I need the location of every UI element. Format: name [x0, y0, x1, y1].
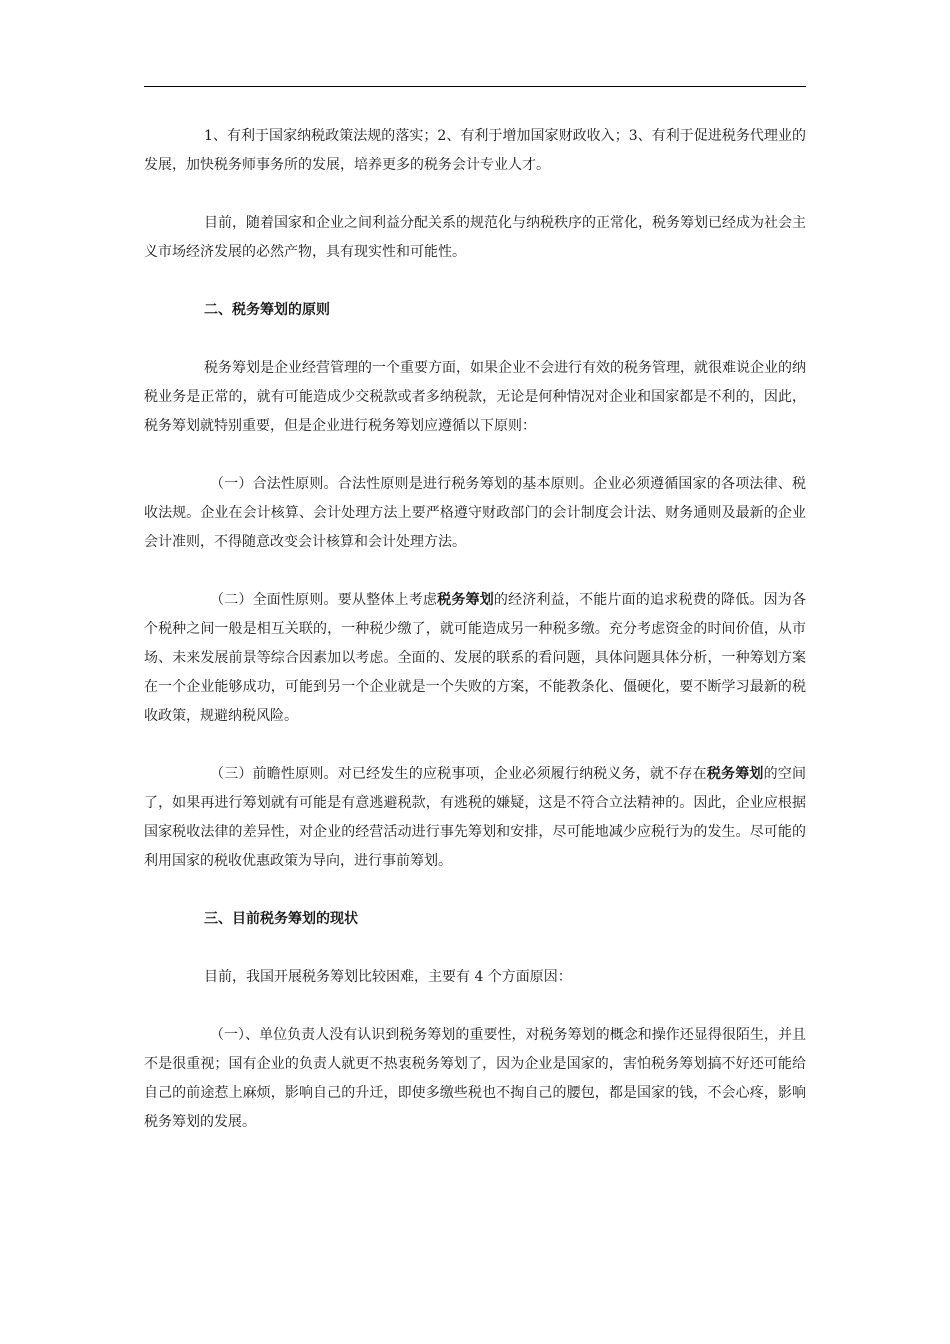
paragraph-comprehensive-principle [144, 586, 806, 731]
paragraph-reason-one: （一）、单位负责人没有认识到税务筹划的重要性，对税务筹划的概念和操作还显得很陌生，并且不是很重视；国有企业的负责人就更不热衷税务筹划了，因为企业是国家的，害怕税务筹划搞不好还可能给自己的前途惹上麻烦，影响自己的升迁，即使多缴些税也不掏自己的腰包，都是国家的钱，不会心疼，影响税务筹划的发展。 [144, 1027, 806, 1130]
paragraph-forward-looking-principle [144, 760, 806, 876]
text-segment: （三）前瞻性原则。对已经发生的应税事项，企业必须履行纳税义务，就不存在 [210, 766, 707, 782]
text-segment: 的空间了，如果再进行筹划就有可能是有意逃避税款，有逃税的嫌疑，这是不符合立法精神的。因此，企业应根据国家税收法律的差异性，对企业的经营活动进行事先筹划和安排，尽可能地减少应税行为的发生。尽可能的利用国家的税收优惠政策为导向，进行事前筹划。 [144, 766, 806, 869]
text-segment: （二）全面性原则。要从整体上考虑 [210, 592, 438, 608]
paragraph-current-necessity: 目前，随着国家和企业之间利益分配关系的规范化与纳税秩序的正常化，税务筹划已经成为社会主义市场经济发展的必然产物，具有现实性和可能性。 [144, 215, 806, 260]
paragraph-status-intro: 目前，我国开展税务筹划比较困难，主要有 4 个方面原因： [204, 969, 572, 985]
keyword-tax-planning: 税务筹划 [437, 592, 494, 608]
header-rule [144, 86, 806, 87]
paragraph-principles-intro: 税务筹划是企业经营管理的一个重要方面，如果企业不会进行有效的税务管理，就很难说企业的纳税业务是正常的，就有可能造成少交税款或者多纳税款，无论是何种情况对企业和国家都是不利的，因此，税务筹划就特别重要，但是企业进行税务筹划应遵循以下原则： [144, 360, 806, 434]
section-heading-principles: 二、税务筹划的原则 [204, 302, 330, 318]
text-segment: 的经济利益，不能片面的追求税费的降低。因为各个税种之间一般是相互关联的，一种税少缴了，就可能造成另一种税多缴。充分考虑资金的时间价值，从市场、未来发展前景等综合因素加以考虑。全面的、发展的联系的看问题，具体问题具体分析，一种筹划方案在一个企业能够成功，可能到另一个企业就是一个失败的方案，不能教条化、僵硬化，要不断学习最新的税收政策，规避纳税风险。 [144, 592, 807, 724]
keyword-tax-planning: 税务筹划 [706, 766, 764, 782]
paragraph-legality-principle: （一）合法性原则。合法性原则是进行税务筹划的基本原则。企业必须遵循国家的各项法律、税收法规。企业在会计核算、会计处理方法上要严格遵守财政部门的会计制度会计法、财务通则及最新的企业会计准则，不得随意改变会计核算和会计处理方法。 [144, 476, 806, 550]
section-heading-current-status: 三、目前税务筹划的现状 [204, 911, 358, 927]
paragraph-benefits: 1、有利于国家纳税政策法规的落实；2、有利于增加国家财政收入；3、有利于促进税务代理业的发展，加快税务师事务所的发展，培养更多的税务会计专业人才。 [144, 128, 806, 173]
document-body [144, 122, 806, 1166]
